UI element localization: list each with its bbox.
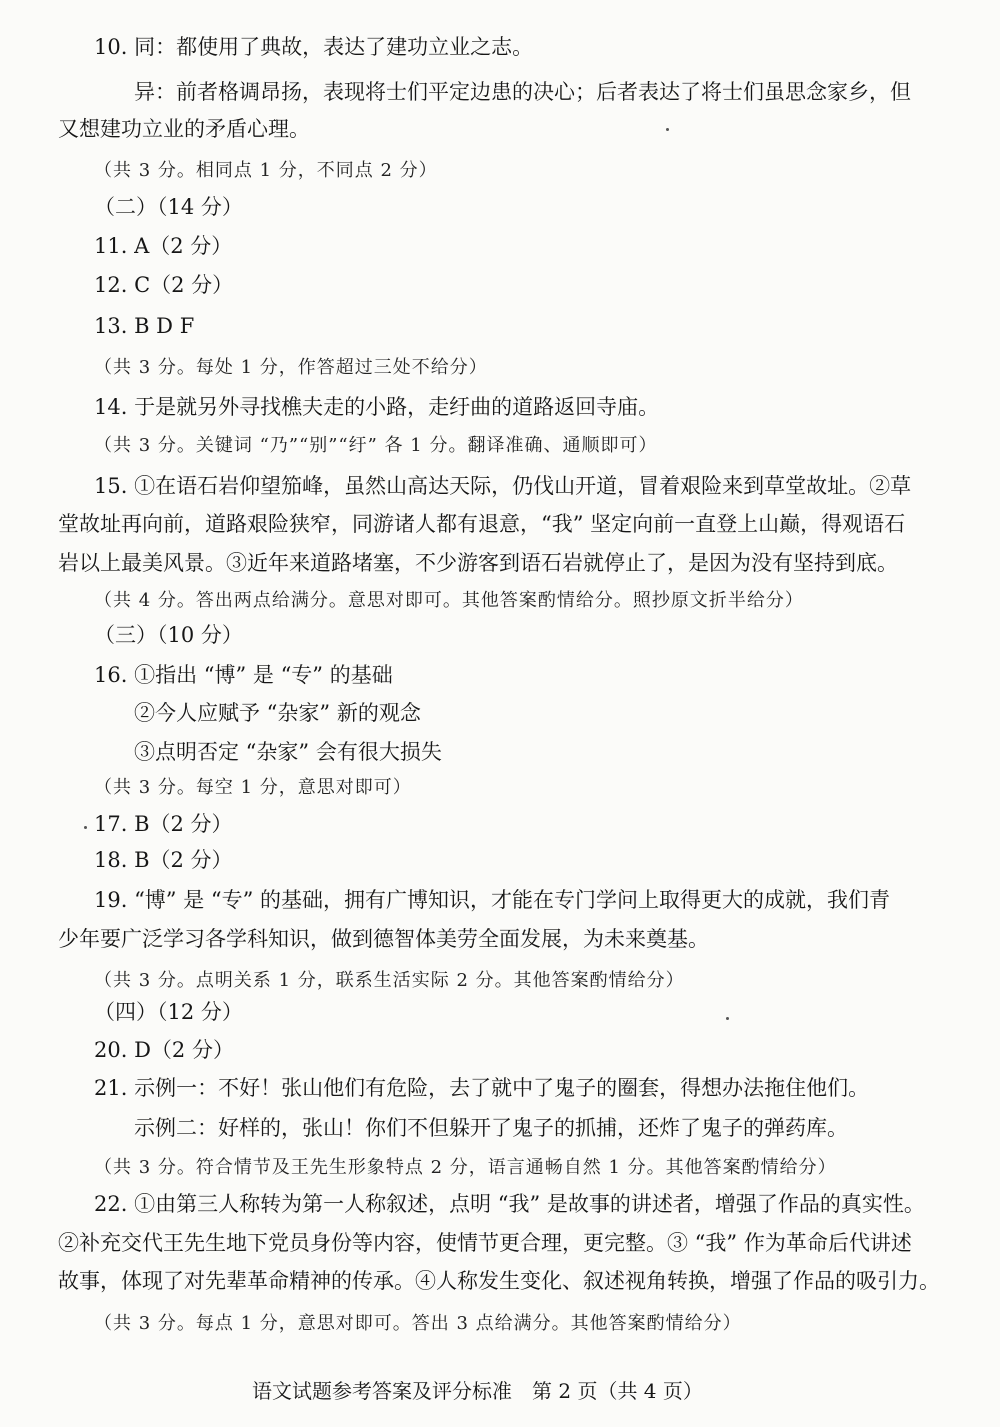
q16-point-2: ②今人应赋予 “杂家” 新的观念 — [134, 701, 421, 725]
scan-speck — [666, 128, 669, 131]
q20-answer: 20. D（2 分） — [94, 1038, 234, 1062]
q13-scoring-note: （共 3 分。每处 1 分，作答超过三处不给分） — [94, 357, 488, 378]
q15-line-3: 岩以上最美风景。③近年来道路堵塞，不少游客到语石岩就停止了，是因为没有坚持到底。 — [58, 551, 898, 575]
q14-answer: 14. 于是就另外寻找樵夫走的小路，走纡曲的道路返回寺庙。 — [94, 395, 660, 419]
q22-line-2: ②补充交代王先生地下党员身份等内容，使情节更合理，更完整。③ “我” 作为革命后代讲述 — [58, 1231, 912, 1255]
q22-line-1: 22. ①由第三人称转为第一人称叙述，点明 “我” 是故事的讲述者，增强了作品的真实性。 — [94, 1192, 925, 1216]
q16-scoring-note: （共 3 分。每空 1 分，意思对即可） — [94, 777, 412, 798]
q21-example-2: 示例二：好样的，张山！你们不但躲开了鬼子的抓捕，还炸了鬼子的弹药库。 — [134, 1116, 848, 1140]
q15-line-1: 15. ①在语石岩仰望笳峰，虽然山高达天际，仍伐山开道，冒着艰险来到草堂故址。②草 — [94, 474, 912, 498]
q19-line-2: 少年要广泛学习各学科知识，做到德智体美劳全面发展，为未来奠基。 — [58, 927, 709, 951]
q21-example-1: 21. 示例一：不好！张山他们有危险，去了就中了鬼子的圈套，得想办法拖住他们。 — [94, 1076, 870, 1100]
q15-scoring-note: （共 4 分。答出两点给满分。意思对即可。其他答案酌情给分。照抄原文折半给分） — [94, 590, 804, 611]
q19-scoring-note: （共 3 分。点明关系 1 分，联系生活实际 2 分。其他答案酌情给分） — [94, 970, 685, 991]
q19-line-1: 19. “博” 是 “专” 的基础，拥有广博知识，才能在专门学问上取得更大的成就，我们青 — [94, 888, 891, 912]
section-4-heading: （四）（12 分） — [94, 1000, 243, 1024]
q16-point-1: 16. ①指出 “博” 是 “专” 的基础 — [94, 663, 393, 687]
q13-answer: 13. B D F — [94, 314, 195, 338]
q10-same: 10. 同：都使用了典故，表达了建功立业之志。 — [94, 35, 534, 59]
section-2-heading: （二）（14 分） — [94, 195, 243, 219]
q14-scoring-note: （共 3 分。关键词 “乃”“别”“纡” 各 1 分。翻译准确、通顺即可） — [94, 435, 658, 456]
q11-answer: 11. A（2 分） — [94, 234, 233, 258]
q10-diff-line-1: 异：前者格调昂扬，表现将士们平定边患的决心；后者表达了将士们虽思念家乡，但 — [134, 80, 911, 104]
q10-diff-line-2: 又想建功立业的矛盾心理。 — [58, 117, 310, 141]
q22-scoring-note: （共 3 分。每点 1 分，意思对即可。答出 3 点给满分。其他答案酌情给分） — [94, 1313, 742, 1334]
page-footer: 语文试题参考答案及评分标准 第 2 页（共 4 页） — [252, 1379, 703, 1403]
section-3-heading: （三）（10 分） — [94, 623, 243, 647]
q22-line-3: 故事，体现了对先辈革命精神的传承。④人称发生变化、叙述视角转换，增强了作品的吸引力。 — [58, 1269, 940, 1293]
q15-line-2: 堂故址再向前，道路艰险狭窄，同游诸人都有退意，“我” 坚定向前一直登上山巅，得观语石 — [58, 512, 906, 536]
q17-answer: 17. B（2 分） — [94, 812, 233, 836]
q10-scoring-note: （共 3 分。相同点 1 分，不同点 2 分） — [94, 160, 438, 181]
q12-answer: 12. C（2 分） — [94, 273, 234, 297]
scan-speck — [84, 826, 87, 829]
scan-speck — [726, 1017, 729, 1020]
q16-point-3: ③点明否定 “杂家” 会有很大损失 — [134, 740, 442, 764]
q21-scoring-note: （共 3 分。符合情节及王先生形象特点 2 分，语言通畅自然 1 分。其他答案酌情给分） — [94, 1157, 837, 1178]
q18-answer: 18. B（2 分） — [94, 848, 233, 872]
